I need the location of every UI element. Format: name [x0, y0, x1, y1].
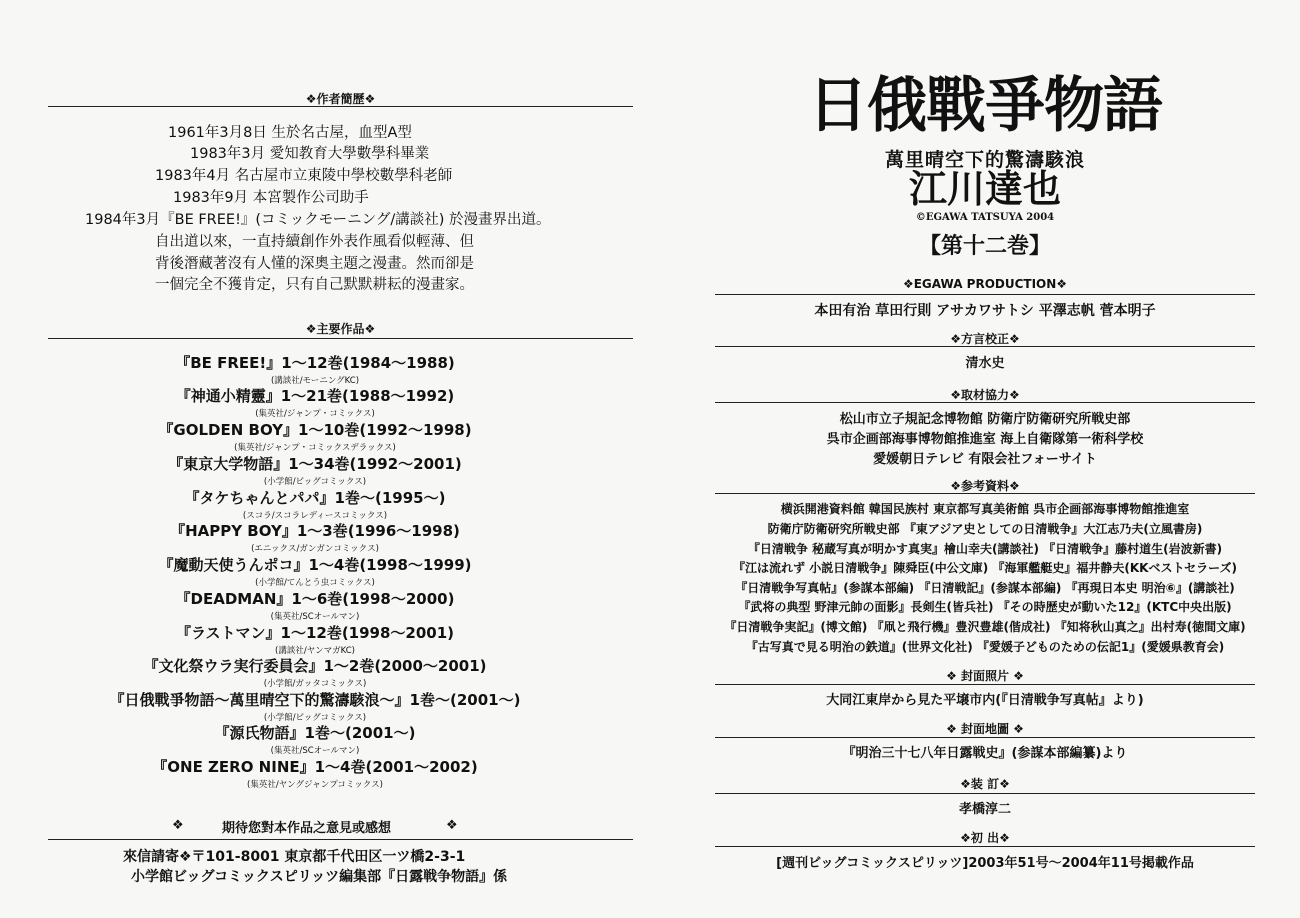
reference-line: 『日清戦争写真帖』(参謀本部編) 『日清戦記』(参謀本部編) 『再現日本史 明治⑥』(講談社): [735, 581, 1235, 595]
work-publisher: (集英社/ジャンプ・コミックスデラックス): [234, 443, 396, 453]
work-item: [65, 453, 565, 487]
feedback-diamond-left: ❖: [172, 818, 184, 833]
first-pub-header: ❖初 出❖: [960, 831, 1010, 845]
work-item: [65, 554, 565, 588]
bio-line: 背後潛藏著沒有人懂的深奧主題之漫畫。然而卻是: [155, 256, 474, 272]
reference-line: 防衛庁防衛研究所戦史部 『東アジア史としての日清戦争』大江志乃夫(立風書房): [767, 522, 1203, 536]
work-item: [65, 722, 565, 756]
research-line: 呉市企画部海事博物館推進室 海上自衛隊第一術科学校: [826, 432, 1144, 447]
research-line: 松山市立子規記念博物館 防衛庁防衛研究所戦史部: [839, 412, 1131, 427]
work-title: 『BE FREE!』1～12巻(1984～1988): [175, 354, 455, 372]
dialect-header: ❖方言校正❖: [950, 332, 1020, 346]
reference-line: 『武将の典型 野津元帥の面影』長剣生(皆兵社) 『その時歴史が動いた12』(KTC中央出版): [738, 600, 1232, 614]
work-publisher: (スコラ/スコラレディースコミックス): [242, 511, 388, 521]
work-publisher: (小学館/ガッタコミックス): [263, 679, 367, 689]
work-publisher: (集英社/SCオールマン): [270, 612, 360, 622]
work-publisher: (小学館/てんとう虫コミックス): [255, 578, 375, 588]
work-title: 『タケちゃんとパパ』1巻～(1995～): [184, 489, 446, 507]
work-item: [65, 487, 565, 521]
binding-rule: [715, 793, 1255, 794]
staff-list: 本田有治 草田行則 アサカワサトシ 平澤志帆 菅本明子: [814, 303, 1156, 319]
cover-photo-credit: 大同江東岸から見た平壌市内(『日清戦争写真帖』より): [826, 693, 1144, 708]
book-title: 日俄戰爭物語: [808, 71, 1162, 141]
references-rule: [715, 493, 1255, 494]
work-item: [65, 689, 565, 723]
feedback-rule: [48, 839, 633, 840]
work-item: [65, 622, 565, 656]
cover-map-header: ❖ 封面地圖 ❖: [946, 722, 1024, 736]
bio-line: 1983年4月 名古屋市立東陵中學校數學科老師: [155, 168, 453, 184]
bio-line: 1983年9月 本宮製作公司助手: [173, 190, 369, 206]
work-title: 『ラストマン』1～12巻(1998～2001): [175, 624, 455, 642]
work-publisher: (講談社/ヤンマガKC): [275, 646, 355, 656]
work-publisher: (講談社/モーニングKC): [270, 376, 360, 386]
work-title: 『源氏物語』1巻～(2001～): [214, 724, 416, 742]
work-title: 『魔動天使うんポコ』1～4巻(1998～1999): [158, 556, 472, 574]
work-item: [65, 655, 565, 689]
reference-line: 『古写真で見る明治の鉄道』(世界文化社) 『愛媛子どものための伝記1』(愛媛県教育会): [745, 640, 1225, 654]
bio-line: 1961年3月8日 生於名古屋，血型A型: [168, 125, 412, 141]
work-item: [65, 352, 565, 386]
address-line-2: 小学館ビッグコミックスピリッツ編集部『日露戦争物語』係: [131, 869, 508, 885]
bio-rule: [48, 106, 633, 107]
volume-label: 【第十二巻】: [918, 233, 1051, 259]
copyright: ©EGAWA TATSUYA 2004: [915, 212, 1055, 223]
reference-line: 横浜開港資料館 韓国民族村 東京都写真美術館 呉市企画部海事博物館推進室: [780, 502, 1190, 516]
research-rule: [715, 402, 1255, 403]
binding-name: 孝橋淳二: [958, 802, 1011, 817]
cover-photo-header: ❖ 封面照片 ❖: [946, 669, 1024, 683]
cover-map-credit: 『明治三十七八年日露戦史』(参謀本部編纂)より: [842, 746, 1128, 761]
research-line: 愛媛朝日テレビ 有限会社フォーサイト: [873, 452, 1097, 467]
binding-header: ❖装 訂❖: [960, 777, 1010, 791]
work-title: 『文化祭ウラ実行委員会』1～2巻(2000～2001): [143, 657, 487, 675]
first-pub-credit: [週刊ビッグコミックスピリッツ]2003年51号～2004年11号掲載作品: [776, 856, 1194, 871]
work-publisher: (小学館/ビッグコミックス): [263, 713, 367, 723]
first-pub-rule: [715, 846, 1255, 847]
production-rule: [715, 294, 1255, 295]
reference-line: 『日清戦争 秘蔵写真が明かす真実』檜山幸夫(講談社) 『日清戦争』藤村道生(岩波新書): [747, 542, 1223, 556]
research-header: ❖取材協力❖: [950, 388, 1020, 402]
reference-line: 『日清戦争実記』(博文館) 『凧と飛行機』豊沢豊雄(偕成社) 『知将秋山真之』出村寿(徳間文庫): [724, 620, 1246, 634]
work-publisher: (小学館/ビッグコミックス): [263, 477, 367, 487]
book-author: 江川達也: [908, 166, 1061, 211]
work-title: 『神通小精靈』1～21巻(1988～1992): [175, 387, 455, 405]
references-header: ❖参考資料❖: [950, 479, 1020, 493]
work-title: 『DEADMAN』1～6巻(1998～2000): [175, 590, 455, 608]
bio-line: 1984年3月『BE FREE!』(コミックモーニング/講談社) 於漫畫界出道。: [85, 212, 551, 228]
works-rule: [48, 338, 633, 339]
work-publisher: (集英社/ジャンプ・コミックス): [255, 409, 375, 419]
work-title: 『ONE ZERO NINE』1～4巻(2001～2002): [152, 758, 478, 776]
work-item: [65, 588, 565, 622]
reference-line: 『江は流れず 小説日清戦争』陳舜臣(中公文庫) 『海軍艦艇史』福井静夫(KKベストセラーズ): [733, 561, 1237, 575]
work-item: [65, 419, 565, 453]
feedback-header: 期待您對本作品之意見或感想: [222, 821, 392, 836]
work-publisher: (集英社/SCオールマン): [270, 746, 360, 756]
dialect-rule: [715, 346, 1255, 347]
address-line-1: 來信請寄❖〒101-8001 東京都千代田区一ツ橋2-3-1: [123, 849, 466, 865]
work-title: 『日俄戰爭物語～萬里晴空下的驚濤駭浪～』1巻～(2001～): [109, 691, 521, 709]
work-title: 『東京大学物語』1～34巻(1992～2001): [168, 455, 462, 473]
work-publisher: (エニックス/ガンガンコミックス): [251, 544, 379, 554]
bio-header: ❖作者簡歷❖: [305, 92, 376, 106]
work-title: 『HAPPY BOY』1～3巻(1996～1998): [170, 522, 460, 540]
bio-line: 一個完全不獲肯定，只有自己默默耕耘的漫畫家。: [155, 277, 474, 293]
book-subtitle: 萬里晴空下的驚濤駭浪: [884, 149, 1085, 171]
work-publisher: (集英社/ヤングジャンプコミックス): [247, 780, 383, 790]
work-item: [65, 385, 565, 419]
cover-map-rule: [715, 737, 1255, 738]
bio-line: 1983年3月 愛知教育大學數學科畢業: [190, 146, 430, 162]
feedback-diamond-right: ❖: [446, 818, 458, 833]
work-title: 『GOLDEN BOY』1～10巻(1992～1998): [158, 421, 472, 439]
cover-photo-rule: [715, 684, 1255, 685]
dialect-name: 清水史: [965, 356, 1005, 371]
work-item: [65, 520, 565, 554]
bio-line: 自出道以來，一直持續創作外表作風看似輕薄、但: [155, 234, 474, 250]
production-header: ❖EGAWA PRODUCTION❖: [902, 277, 1068, 291]
work-item: [65, 756, 565, 790]
works-header: ❖主要作品❖: [305, 322, 376, 336]
